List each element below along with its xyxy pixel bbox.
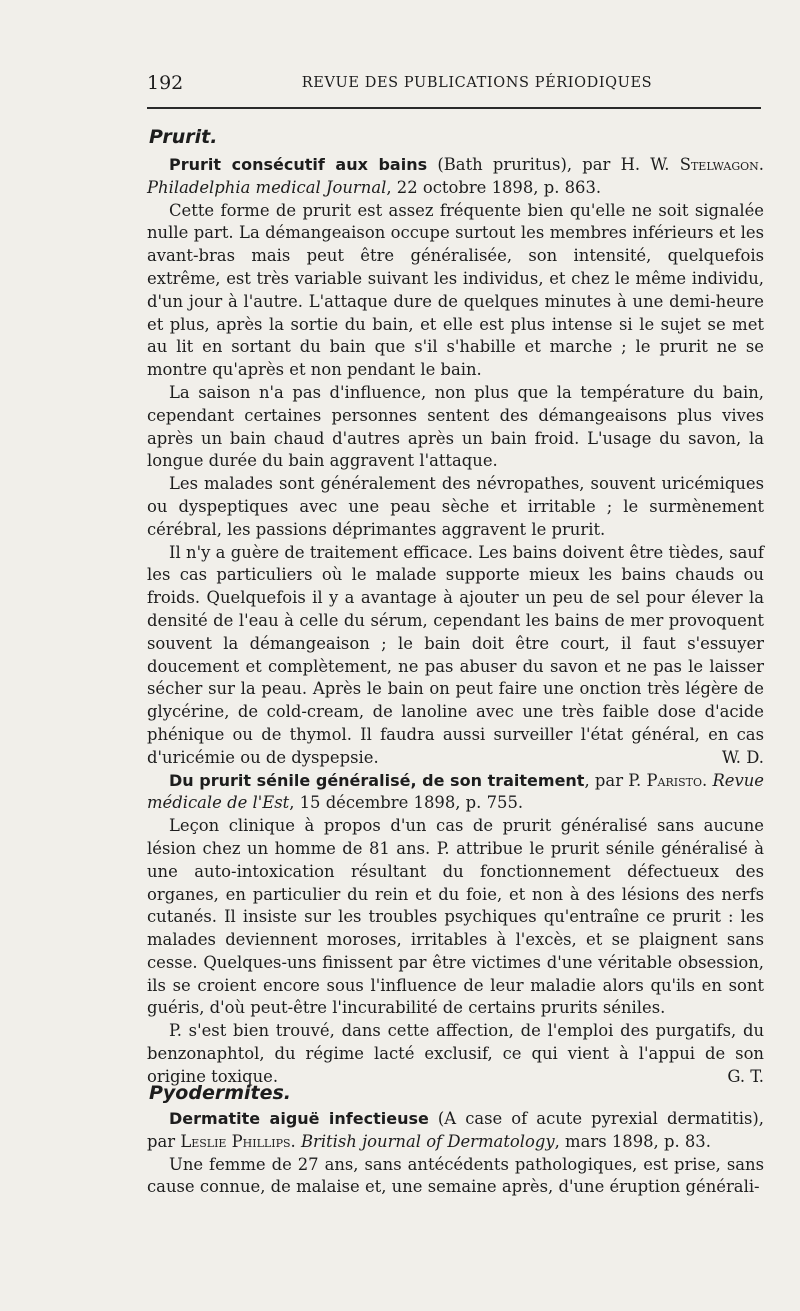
paragraph — [147, 542, 764, 770]
article-ref: . — [290, 1131, 301, 1151]
page-number: 192 — [147, 72, 184, 94]
article-heading — [147, 770, 764, 816]
article-ref: , 22 octobre 1898, p. 863. — [386, 177, 602, 197]
paragraph: Leçon clinique à propos d'un cas de prurit généralisé sans aucune lésion chez un homme de 81 ans. P. attribue le prurit sénile généralisé à une auto-intoxication résultant du fonctionnement défectueux des organes, en particulier du rein et du foie, et non à des lésions des nerfs cutanés. Il insiste sur les troubles psychiques qu'entraîne ce prurit : les malades deviennent moroses, irritables à l'excès, et se plaignent sans cesse. Quelques-uns finissent par être victimes d'une véritable obsession, ils se croient encore sous l'influence de leur maladie alors qu'ils en sont guéris, d'où peut-être l'incurabilité de certains prurits séniles. — [147, 816, 764, 1018]
section-title-prurit: Prurit. — [149, 126, 218, 148]
article-title: Dermatite aiguë infectieuse — [169, 1109, 429, 1128]
journal-name: British journal of Dermatology — [300, 1131, 555, 1151]
article-ref: . — [701, 770, 708, 790]
article-title: Prurit consécutif aux bains — [169, 155, 428, 174]
article-ref: , 15 décembre 1898, p. 755. — [289, 793, 524, 813]
article-ref: (Bath pruritus), par H. W. — [427, 155, 680, 174]
article-author: Stelwagon — [679, 155, 759, 174]
article-ref: , mars 1898, p. 83. — [554, 1131, 711, 1151]
signature: G. T. — [727, 1066, 764, 1086]
journal-name: Revue médicale de l'Est — [147, 770, 765, 813]
article-ref: . — [758, 155, 765, 174]
section-title-pyodermites: Pyodermites. — [149, 1082, 292, 1104]
article-author: Paristo — [646, 770, 702, 790]
article-heading — [147, 1108, 764, 1154]
section-prurit-body — [147, 154, 764, 1089]
header-rule — [147, 107, 761, 109]
paragraph: Une femme de 27 ans, sans antécédents pathologiques, est prise, sans cause connue, de malaise et, une semaine après, d'une éruption générali- — [147, 1154, 764, 1197]
article-author: Leslie Phillips — [180, 1131, 291, 1151]
article-ref: , par P. — [584, 770, 647, 790]
article-heading — [147, 154, 764, 200]
section-pyodermites-body — [147, 1108, 764, 1199]
paragraph — [147, 1020, 764, 1088]
article-ref: (A case of acute pyrexial dermatitis), par — [147, 1109, 764, 1151]
paragraph: La saison n'a pas d'influence, non plus que la température du bain, cependant certaines personnes sentent des démangeaisons plus vives après un bain chaud d'autres après un bain froid. L'usage du savon, la longue durée du bain aggravent l'attaque. — [147, 382, 764, 471]
paragraph: Les malades sont généralement des névropathes, souvent uricémiques ou dyspeptiques avec une peau sèche et irritable ; le surmènement cérébral, les passions déprimantes aggravent le prurit. — [147, 474, 764, 539]
signature: W. D. — [721, 747, 764, 767]
running-title: REVUE DES PUBLICATIONS PÉRIODIQUES — [301, 75, 653, 91]
paragraph: Cette forme de prurit est assez fréquente bien qu'elle ne soit signalée nulle part. La démangeaison occupe surtout les membres inférieurs et les avant-bras mais peut être généralisée, son intensité, quelquefois extrême, est très variable suivant les individus, et chez le même individu, d'un jour à l'autre. L'attaque dure de quelques minutes à une demi-heure et plus, après la sortie du bain, et elle est plus intense si le sujet se met au lit en sortant du bain que s'il s'habille et marche ; le prurit ne se montre qu'après et non pendant le bain. — [147, 200, 764, 380]
journal-name: Philadelphia medical Journal — [147, 177, 387, 197]
page-header — [147, 72, 767, 102]
paragraph-text: Il n'y a guère de traitement efficace. Les bains doivent être tièdes, sauf les cas particuliers où le malade supporte mieux les bains chauds ou froids. Quelquefois il y a avantage à ajouter un peu de sel pour élever la densité de l'eau à celle du sérum, cependant les bains de mer provoquent souvent la démangeaison ; le bain doit être court, il faut s'essuyer doucement et complètement, ne pas abuser du savon et ne pas le laisser sécher sur la peau. Après le bain on peut faire une onction très légère de glycérine, de cold-cream, de lanoline avec une très faible dose d'acide phénique ou de thymol. Il faudra aussi surveiller l'état général, en cas d'uricémie ou de dyspepsie. — [147, 542, 764, 767]
paragraph-text: P. s'est bien trouvé, dans cette affection, de l'emploi des purgatifs, du benzonaphtol, du régime lacté exclusif, ce qui vient à l'appui de son origine toxique. — [147, 1021, 764, 1086]
article-title: Du prurit sénile généralisé, de son traitement — [169, 770, 585, 790]
